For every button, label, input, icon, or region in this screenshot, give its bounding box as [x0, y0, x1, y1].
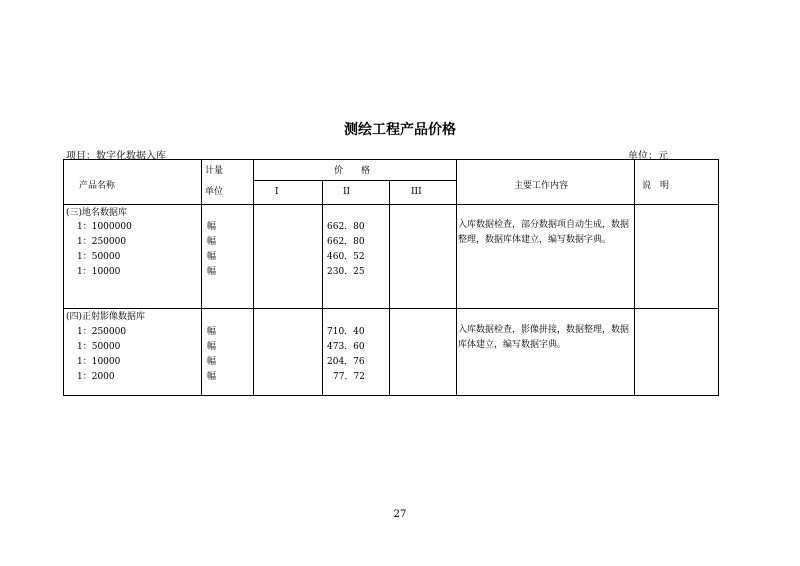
row-scale: 1：10000 [77, 357, 121, 367]
header-price-3: III [411, 187, 422, 197]
row-unit: 幅 [207, 237, 217, 247]
header-note: 说 明 [642, 181, 670, 191]
section-name: (四)正射影像数据库 [66, 312, 146, 322]
row-scale: 1：50000 [77, 252, 121, 262]
header-price-2: II [343, 187, 351, 197]
page-number: 27 [393, 509, 407, 520]
section-name: (三)地名数据库 [66, 208, 128, 218]
project-label: 项目：数字化数据入库 [66, 151, 166, 162]
col-divider [634, 160, 635, 396]
header-unit-line2: 单位 [205, 187, 224, 197]
main-work-text: 入库数据检查，部分数据项自动生成，数据整理，数据库体建立，编写数据字典。 [458, 220, 630, 245]
row-divider [64, 204, 719, 205]
col-divider [456, 160, 457, 396]
col-divider [201, 160, 202, 396]
row-price: 77．72 [333, 372, 365, 382]
row-scale: 1：2000 [77, 372, 115, 382]
col-divider [253, 160, 254, 396]
col-divider [389, 180, 390, 396]
header-price-1: I [275, 187, 279, 197]
header-unit-line1: 计量 [205, 166, 224, 176]
row-price: 662．80 [327, 222, 365, 232]
main-work-text: 入库数据检查，影像拼接，数据整理，数据库体建立，编写数据字典。 [458, 325, 630, 350]
unit-label: 单位：元 [628, 151, 668, 162]
row-unit: 幅 [207, 342, 217, 352]
row-unit: 幅 [207, 267, 217, 277]
row-divider [64, 308, 719, 309]
row-price: 662．80 [327, 237, 365, 247]
col-divider [322, 180, 323, 396]
row-unit: 幅 [207, 222, 217, 232]
row-unit: 幅 [207, 357, 217, 367]
row-price: 230．25 [327, 267, 365, 277]
header-main-work: 主要工作内容 [514, 181, 569, 191]
row-unit: 幅 [207, 252, 217, 262]
row-divider [253, 180, 456, 181]
row-scale: 1：50000 [77, 342, 121, 352]
price-table [63, 159, 719, 396]
row-price: 204．76 [327, 357, 365, 367]
row-scale: 1：10000 [77, 267, 121, 277]
page-title: 测绘工程产品价格 [344, 122, 456, 138]
header-price: 价 格 [334, 166, 371, 176]
row-scale: 1：250000 [77, 327, 127, 337]
row-price: 710．40 [327, 327, 365, 337]
row-price: 460．52 [327, 252, 365, 262]
header-product-name: 产品名称 [79, 181, 116, 191]
row-scale: 1：250000 [77, 237, 127, 247]
row-unit: 幅 [207, 327, 217, 337]
row-unit: 幅 [207, 372, 217, 382]
row-price: 473．60 [327, 342, 365, 352]
row-scale: 1：1000000 [77, 222, 132, 232]
